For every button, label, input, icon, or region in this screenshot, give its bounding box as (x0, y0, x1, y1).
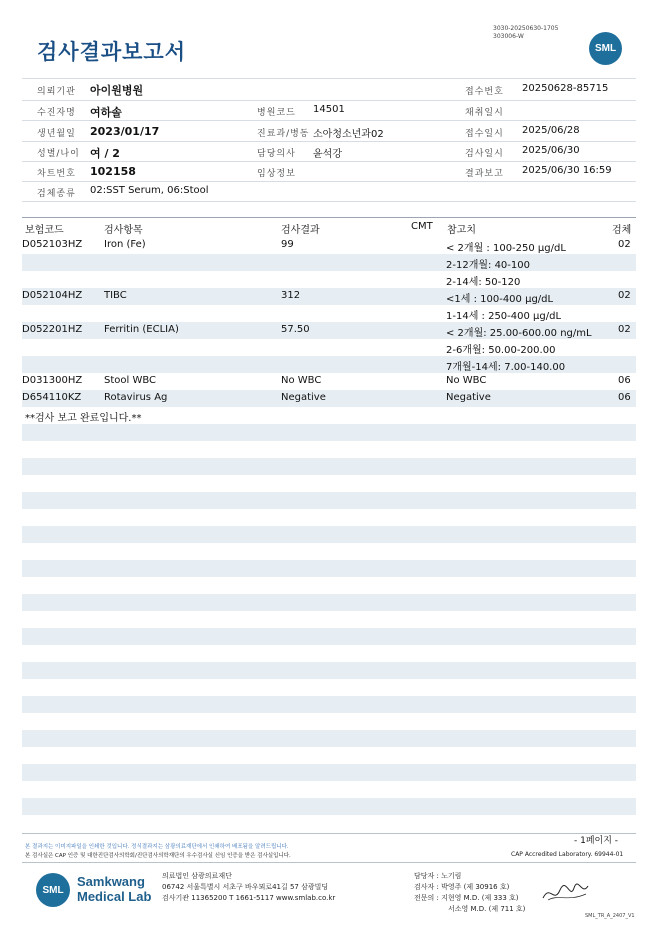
col-header-cmt: CMT (411, 221, 433, 232)
table-cell-ref: 1-14세 : 250-400 μg/dL (446, 311, 562, 322)
sml-footer-logo: SML (36, 873, 70, 907)
org-name: 의료법인 삼광의료재단 (162, 872, 232, 880)
table-cell-ref: 7개월-14세: 7.00-140.00 (446, 362, 566, 373)
staff-role: 담당자 : (414, 872, 439, 880)
table-cell-code: D052201HZ (22, 324, 83, 335)
row-band (22, 526, 636, 543)
table-cell-ref: <1세 : 100-400 μg/dL (446, 294, 554, 305)
report-date-label: 결과보고 (465, 169, 504, 179)
specimen-value: 02:SST Serum, 06:Stool (90, 185, 209, 196)
report-date-value: 2025/06/30 16:59 (522, 165, 612, 176)
col-header-ref: 참고치 (447, 225, 476, 236)
brand-name (77, 874, 151, 904)
name-value: 여하솔 (90, 106, 122, 119)
row-band (22, 458, 636, 475)
doc-code-2: 303006-W (493, 33, 524, 40)
staff-role: 전문의 : (414, 894, 439, 902)
notice-image-copy: 본 결과지는 이미지파일을 인쇄한 것입니다. 정식결과지는 삼광의료재단에서 인쇄하여 배포됨을 알려드립니다. (25, 844, 289, 850)
form-code: SML_TR_A_2407_V1 (585, 913, 635, 919)
receipt-date-label: 접수일시 (465, 129, 504, 139)
document-codes (493, 25, 558, 41)
row-band (22, 628, 636, 645)
hospital-value: 아이원병원 (90, 84, 144, 97)
sex-age-value: 여 / 2 (90, 147, 120, 160)
table-cell-result: Negative (281, 392, 326, 403)
staff-name: 노기림 (441, 872, 462, 880)
doctor-label: 담당의사 (257, 149, 296, 159)
staff-list (414, 871, 525, 915)
col-header-spec: 검체 (612, 225, 632, 236)
table-cell-item: Rotavirus Ag (104, 392, 168, 403)
table-cell-spec: 06 (618, 375, 631, 386)
clinical-label: 임상정보 (257, 169, 296, 179)
table-cell-result: No WBC (281, 375, 322, 386)
table-cell-ref: < 2개월: 25.00-600.00 ng/mL (446, 328, 592, 339)
table-cell-code: D654110KZ (22, 392, 82, 403)
staff-name: 박영주 (제 30916 호) (441, 883, 510, 891)
row-band (22, 594, 636, 611)
staff-name: 지현영 M.D. (제 333 호) (441, 894, 519, 902)
dept-label: 진료과/병동 (257, 129, 310, 139)
table-cell-result: 312 (281, 290, 301, 301)
hospital-label: 의뢰기관 (37, 87, 76, 97)
table-cell-spec: 02 (618, 324, 631, 335)
table-cell-item: Stool WBC (104, 375, 157, 386)
row-band (22, 730, 636, 747)
receipt-no-label: 접수번호 (465, 87, 504, 97)
dept-value: 소아청소년과02 (313, 129, 384, 140)
doctor-value: 윤석강 (313, 149, 342, 160)
cap-accreditation: CAP Accredited Laboratory. 69944-01 (511, 851, 624, 858)
table-cell-ref: < 2개월 : 100-250 μg/dL (446, 243, 566, 254)
row-band (22, 424, 636, 441)
col-header-item: 검사항목 (104, 225, 143, 236)
staff-role: 검사자 : (414, 883, 439, 891)
specimen-label: 검체종류 (37, 189, 76, 199)
hosp-code-value: 14501 (313, 104, 345, 115)
collect-date-label: 채취일시 (465, 108, 504, 118)
receipt-no-value: 20250628-85715 (522, 83, 609, 94)
birth-label: 생년월일 (37, 129, 76, 139)
staff-name: 서소영 M.D. (제 711 호) (448, 905, 526, 913)
table-cell-spec: 06 (618, 392, 631, 403)
chart-no-value: 102158 (90, 165, 136, 178)
page-title: 검사결과보고서 (37, 40, 187, 64)
table-cell-item: Iron (Fe) (104, 239, 146, 250)
table-cell-code: D031300HZ (22, 375, 83, 386)
org-info (162, 871, 335, 904)
hosp-code-label: 병원코드 (257, 108, 296, 118)
table-cell-ref: 2-12개월: 40-100 (446, 260, 530, 271)
table-cell-spec: 02 (618, 239, 631, 250)
row-band (22, 798, 636, 815)
sex-age-label: 성별/나이 (37, 149, 80, 159)
row-band (22, 492, 636, 509)
col-header-code: 보험코드 (25, 225, 64, 236)
col-header-result: 검사결과 (281, 225, 320, 236)
receipt-date-value: 2025/06/28 (522, 125, 580, 136)
table-cell-code: D052103HZ (22, 239, 83, 250)
table-cell-spec: 02 (618, 290, 631, 301)
table-cell-ref: 2-6개월: 50.00-200.00 (446, 345, 556, 356)
org-contact: 검사기관 11365200 T 1661-5117 www.smlab.co.kr (162, 894, 336, 902)
birth-value: 2023/01/17 (90, 125, 160, 138)
table-cell-ref: Negative (446, 392, 491, 403)
row-band (22, 764, 636, 781)
name-label: 수진자명 (37, 108, 76, 118)
table-cell-ref: 2-14세: 50-120 (446, 277, 521, 288)
table-cell-item: Ferritin (ECLIA) (104, 324, 179, 335)
table-cell-result: 57.50 (281, 324, 310, 335)
table-cell-code: D052104HZ (22, 290, 83, 301)
row-band (22, 560, 636, 577)
notice-cap-certified: 본 검사실은 CAP 인증 및 대한진단검사의학회/진단검사의학재단의 우수검사실 신임 인증을 받은 검사실입니다. (25, 853, 291, 859)
row-band (22, 254, 636, 271)
table-cell-ref: No WBC (446, 375, 487, 386)
row-band (22, 696, 636, 713)
exam-date-label: 검사일시 (465, 149, 504, 159)
row-band (22, 662, 636, 679)
signature-image (540, 880, 590, 906)
org-address: 06742 서울특별시 서초구 바우뫼로41길 57 삼광빌딩 (162, 883, 329, 891)
brand-line-1: Samkwang (77, 874, 145, 889)
doc-code-1: 3030-20250630-1705 (493, 25, 559, 32)
table-cell-item: TIBC (104, 290, 127, 301)
sml-logo: SML (589, 32, 622, 65)
table-cell-code: **검사 보고 완료입니다.** (25, 413, 142, 424)
exam-date-value: 2025/06/30 (522, 145, 580, 156)
chart-no-label: 차트번호 (37, 169, 76, 179)
page-number: - 1페이지 - (574, 836, 619, 846)
brand-line-2: Medical Lab (77, 889, 152, 904)
table-cell-result: 99 (281, 239, 294, 250)
